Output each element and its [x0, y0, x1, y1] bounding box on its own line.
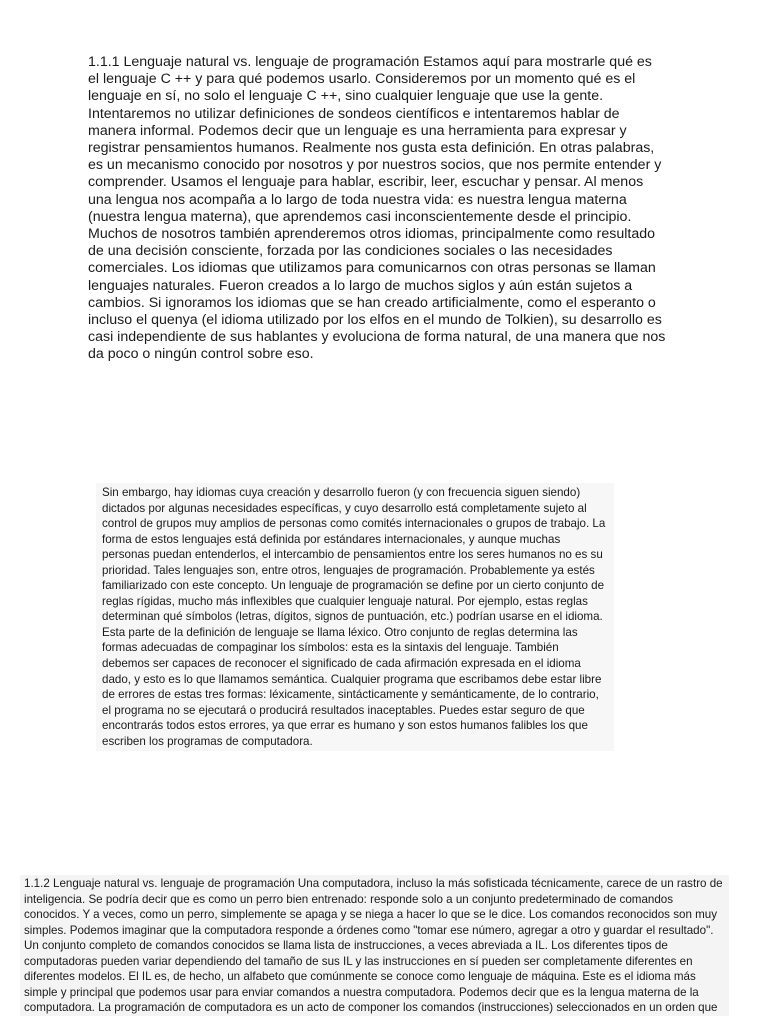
paragraph-machine-language: 1.1.2 Lenguaje natural vs. lenguaje de programación Una computadora, incluso la más sofisticada técnicamente, carece de un rastro de inteligencia. Se podría decir que es como un perro bien entrenado: responde solo a un conjunto predeterminado de comandos conocidos. Y a veces, como un perro, simplemente se apaga y se niega a hacer lo que se le dice. Los comandos reconocidos son muy simples. Podemos imaginar que la computadora responde a órdenes como "tomar ese número, agregar a otro y guardar el resultado". Un conjunto completo de comandos conocidos se llama lista de instrucciones, a veces abreviada a IL. Los diferentes tipos de computadoras pueden variar dependiendo del tamaño de sus IL y las instrucciones en sí pueden ser completamente diferentes en diferentes modelos. El IL es, de hecho, un alfabeto que comúnmente se conoce como lenguaje de máquina. Este es el idioma más simple y principal que podemos usar para enviar comandos a nuestra computadora. Podemos decir que es la lengua materna de la computadora. La programación de computadora es un acto de componer los comandos (instrucciones) seleccionados en un orden que: [20, 875, 729, 1016]
paragraph-natural-vs-programming-language: 1.1.1 Lenguaje natural vs. lenguaje de programación Estamos aquí para mostrarle qué es el lenguaje C ++ y para qué podemos usarlo. Consideremos por un momento qué es el lenguaje en sí, no solo el lenguaje C ++, sino cualquier lenguaje que use la gente. Intentaremos no utilizar definiciones de sondeos científicos e intentaremos hablar de manera informal. Podemos decir que un lenguaje es una herramienta para expresar y registrar pensamientos humanos. Realmente nos gusta esta definición. En otras palabras, es un mecanismo conocido por nosotros y por nuestros socios, que nos permite entender y comprender. Usamos el lenguaje para hablar, escribir, leer, escuchar y pensar. Al menos una lengua nos acompaña a lo largo de toda nuestra vida: es nuestra lengua materna (nuestra lengua materna), que aprendemos casi inconscientemente desde el principio. Muchos de nosotros también aprenderemos otros idiomas, principalmente como resultado de una decisión consciente, forzada por las condiciones sociales o las necesidades comerciales. Los idiomas que utilizamos para comunicarnos con otras personas se llaman lenguajes naturales. Fueron creados a lo largo de muchos siglos y aún están sujetos a cambios. Si ignoramos los idiomas que se han creado artificialmente, como el esperanto o incluso el quenya (el idioma utilizado por los elfos en el mundo de Tolkien), su desarrollo es casi independiente de sus hablantes y evoluciona de forma natural, de una manera que nos da poco o ningún control sobre eso.: [88, 54, 666, 363]
paragraph-programming-language-rules: Sin embargo, hay idiomas cuya creación y desarrollo fueron (y con frecuencia siguen siendo) dictados por algunas necesidades específicas, y cuyo desarrollo está completamente sujeto al control de grupos muy amplios de personas como comités internacionales o grupos de trabajo. La forma de estos lenguajes está definida por estándares internacionales, y aunque muchas personas puedan entenderlos, el intercambio de pensamientos entre los seres humanos no es su prioridad. Tales lenguajes son, entre otros, lenguajes de programación. Probablemente ya estés familiarizado con este concepto. Un lenguaje de programación se define por un cierto conjunto de reglas rígidas, mucho más inflexibles que cualquier lenguaje natural. Por ejemplo, estas reglas determinan qué símbolos (letras, dígitos, signos de puntuación, etc.) podrían usarse en el idioma. Esta parte de la definición de lenguaje se llama léxico. Otro conjunto de reglas determina las formas adecuadas de compaginar los símbolos: esta es la sintaxis del lenguaje. También debemos ser capaces de reconocer el significado de cada afirmación expresada en el idioma dado, y esto es lo que llamamos semántica. Cualquier programa que escribamos debe estar libre de errores de estas tres formas: léxicamente, sintácticamente y semánticamente, de lo contrario, el programa no se ejecutará o producirá resultados inaceptables. Puedes estar seguro de que encontrarás todos estos errores, ya que errar es humano y son estos humanos falibles los que escriben los programas de computadora.: [96, 483, 614, 751]
